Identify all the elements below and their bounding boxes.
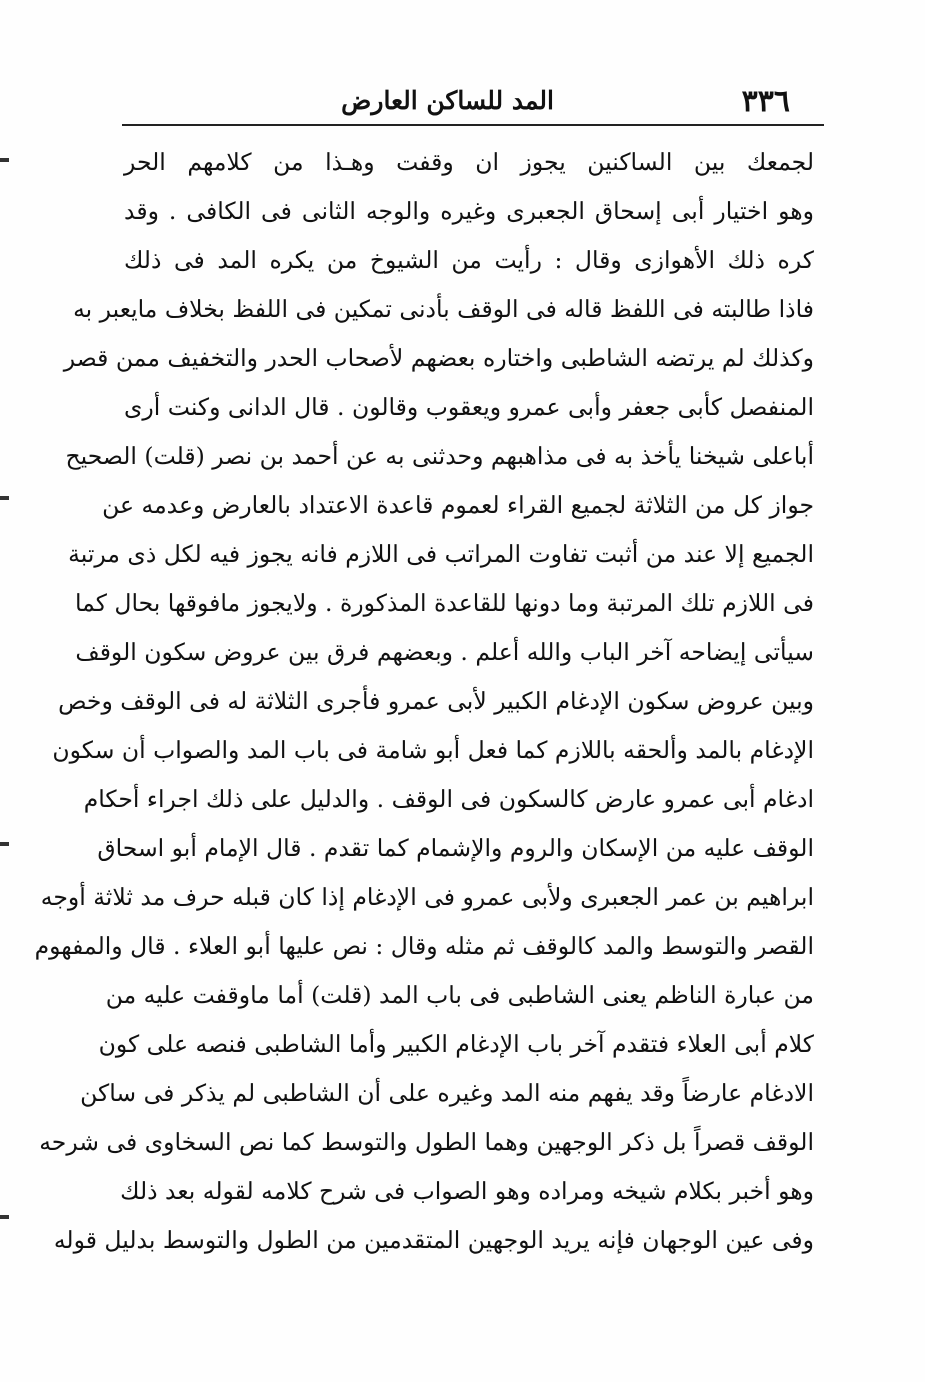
scan-margin-mark [0,842,9,846]
text-line: وفى عين الوجهان فإنه يريد الوجهين المتقدمين من الطول والتوسط بدليل قوله [53,1226,814,1254]
header-rule [122,124,824,126]
text-line: الوقف عليه من الإسكان والروم والإشمام كما تقدم . قال الإمام أبو اسحاق [97,834,814,862]
text-line: الادغام عارضاً وقد يفهم منه المد وغيره على أن الشاطبى لم يذكر فى ساكن [80,1079,814,1107]
text-line: سيأتى إيضاحه آخر الباب والله أعلم . وبعضهم فرق بين عروض سكون الوقف [75,638,814,666]
text-line: جواز كل من الثلاثة لجميع القراء لعموم قاعدة الاعتداد بالعارض وعدمه عن [102,491,814,519]
page-header [122,82,824,122]
text-line: وهو أخبر بكلام شيخه ومراده وهو الصواب فى شرح كلامه لقوله بعد ذلك [120,1177,814,1205]
text-line: الإدغام بالمد وألحقه باللازم كما فعل أبو شامة فى باب المد والصواب أن سكون [52,736,814,764]
text-line: وبين عروض سكون الإدغام الكبير لأبى عمرو فأجرى الثلاثة له فى الوقف وخص [58,687,814,715]
text-line: لجمعك بين الساكنين يجوز ان وقفت وهـذا من كلامهم الحر [124,148,814,176]
text-line: وهو اختيار أبى إسحاق الجعبرى وغيره والوجه الثانى فى الكافى . وقد [124,197,814,225]
text-line: وكذلك لم يرتضه الشاطبى واختاره بعضهم لأصحاب الحدر والتخفيف ممن قصر [63,344,814,372]
text-line: ابراهيم بن عمر الجعبرى ولأبى عمرو فى الإدغام إذا كان قبله حرف مد ثلاثة أوجه [40,883,814,911]
text-line: الجميع إلا عند من أثبت تفاوت المراتب فى اللازم فانه يجوز فيه لكل ذى مرتبة [68,540,814,568]
scan-margin-mark [0,1215,9,1219]
scan-margin-mark [0,496,9,500]
scan-margin-mark [0,158,9,162]
text-line: أباعلى شيخنا يأخذ به فى مذاهبهم وحدثنى به عن أحمد بن نصر (قلت) الصحيح [65,442,814,470]
page-number: ٣٣٦ [741,84,790,119]
text-line: ادغام أبى عمرو عارض كالسكون فى الوقف . والدليل على ذلك اجراء أحكام [83,785,814,813]
text-line: كره ذلك الأهوازى وقال : رأيت من الشيوخ من يكره المد فى ذلك [124,246,814,274]
running-title: المد للساكن العارض [341,86,554,115]
text-line: كلام أبى العلاء فتقدم آخر باب الإدغام الكبير وأما الشاطبى فنصه على كون [98,1030,814,1058]
text-line: فى اللازم تلك المرتبة وما دونها للقاعدة المذكورة . ولايجوز مافوقها بحال كما [74,589,814,617]
text-line: المنفصل كأبى جعفر وأبى عمرو ويعقوب وقالون . قال الدانى وكنت أرى [124,393,814,421]
text-line: فاذا طالبته فى اللفظ قاله فى الوقف بأدنى تمكين فى اللفظ بخلاف مايعبر به [73,295,814,323]
text-line: القصر والتوسط والمد كالوقف ثم مثله وقال : نص عليها أبو العلاء . قال والمفهوم [34,932,814,960]
text-line: الوقف قصراً بل ذكر الوجهين وهما الطول والتوسط كما نص السخاوى فى شرحه [39,1128,814,1156]
text-line: من عبارة الناظم يعنى الشاطبى فى باب المد (قلت) أما ماوقفت عليه من [105,981,814,1009]
body-text [34,138,814,1265]
